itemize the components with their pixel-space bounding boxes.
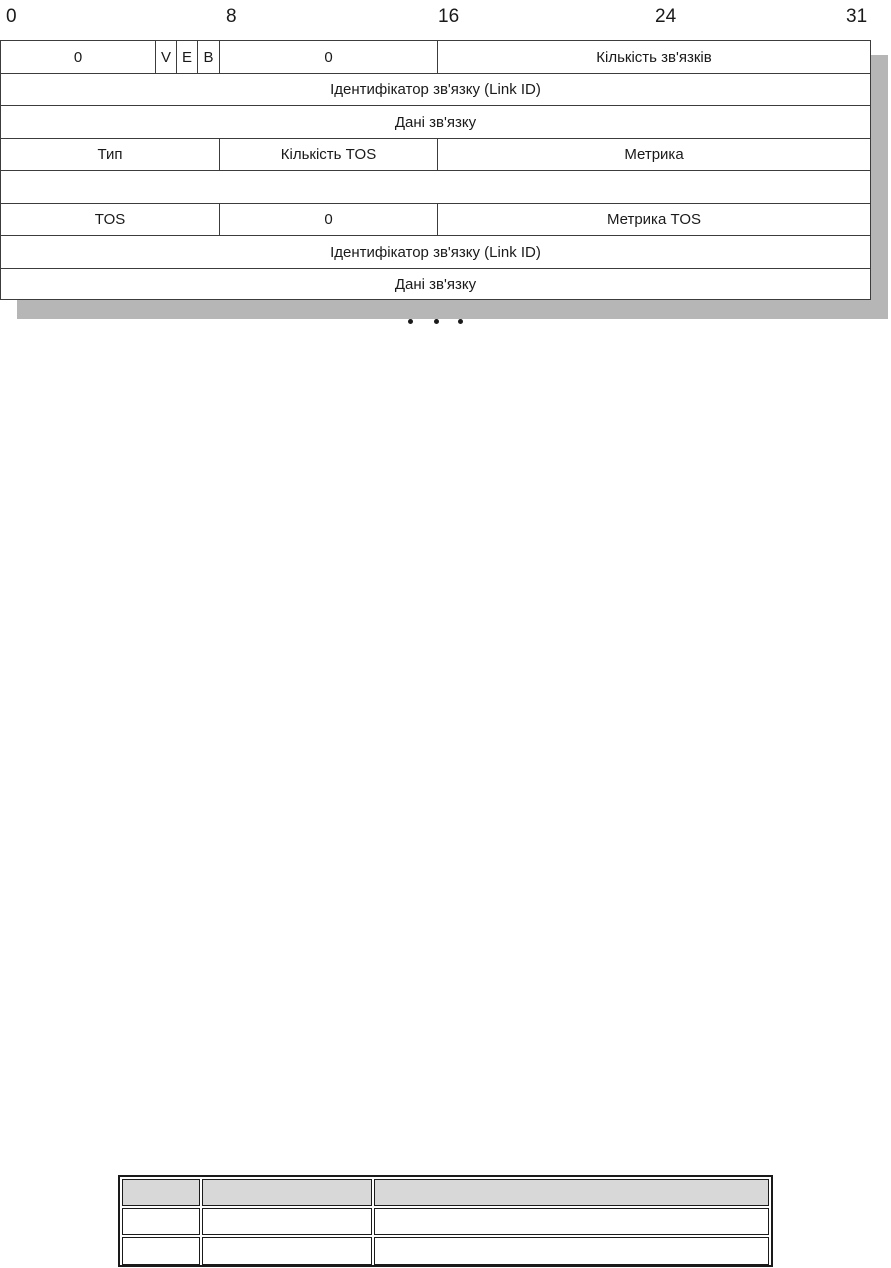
row-empty xyxy=(1,171,870,204)
continuation-ellipsis-icon xyxy=(406,319,466,329)
row-link-id-2 xyxy=(1,236,870,269)
row-type xyxy=(1,138,870,171)
reserved-field-1: 0 xyxy=(1,41,156,73)
link-id-field: Ідентифікатор зв'язку (Link ID) xyxy=(330,80,541,98)
flag-e: E xyxy=(177,41,198,73)
empty-field xyxy=(1,171,870,203)
link-data-field-2: Дані зв'язку xyxy=(394,275,477,293)
bit-label-8: 8 xyxy=(226,6,237,27)
flag-v: V xyxy=(156,41,177,73)
links-count-field: Кількість зв'язків xyxy=(596,48,712,66)
reserved-field-2: 0 xyxy=(220,41,438,73)
tos-field: TOS xyxy=(1,203,220,235)
tos-count-field: Кількість TOS xyxy=(220,138,438,170)
bit-scale xyxy=(0,6,891,30)
bit-label-16: 16 xyxy=(438,6,460,27)
bit-label-24: 24 xyxy=(655,6,677,27)
row-link-data xyxy=(1,106,870,139)
metric-field: Метрика xyxy=(624,145,684,163)
tos-reserved-field: 0 xyxy=(220,203,438,235)
row-flags xyxy=(1,41,870,74)
link-data-field: Дані зв'язку xyxy=(394,113,477,131)
table-cell xyxy=(122,1208,200,1235)
table-cell xyxy=(202,1179,372,1206)
flag-b: B xyxy=(198,41,220,73)
table-cell xyxy=(122,1179,200,1206)
type-field: Тип xyxy=(1,138,220,170)
row-link-id xyxy=(1,73,870,106)
dot-icon xyxy=(434,319,439,324)
table-cell xyxy=(122,1237,200,1265)
bit-label-31: 31 xyxy=(846,6,868,27)
table-cell xyxy=(374,1208,769,1235)
table-cell xyxy=(202,1237,372,1265)
row-tos xyxy=(1,203,870,236)
table-row xyxy=(120,1235,771,1265)
tos-metric-field: Метрика TOS xyxy=(606,210,702,228)
row-link-data-2 xyxy=(1,268,870,300)
table-cell xyxy=(374,1179,769,1206)
link-id-field-2: Ідентифікатор зв'язку (Link ID) xyxy=(330,243,541,261)
dot-icon xyxy=(408,319,413,324)
table-cell xyxy=(374,1237,769,1265)
empty-table xyxy=(118,1175,773,1267)
table-cell xyxy=(202,1208,372,1235)
dot-icon xyxy=(458,319,463,324)
bit-label-0: 0 xyxy=(6,6,17,27)
table-row xyxy=(120,1177,771,1206)
table-row xyxy=(120,1206,771,1235)
packet-format-diagram xyxy=(0,40,871,300)
